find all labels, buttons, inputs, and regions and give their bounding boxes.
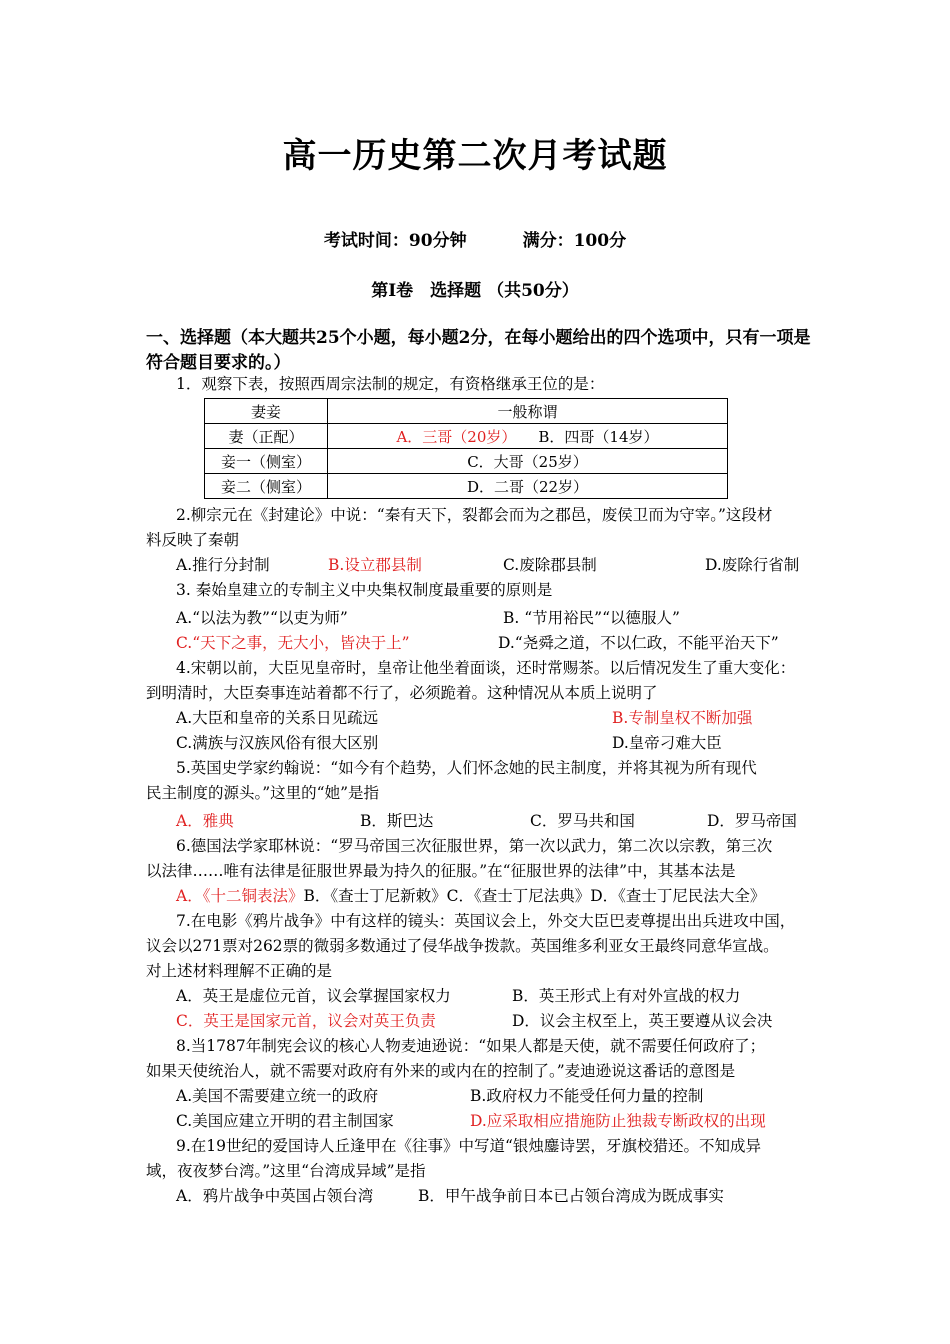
q4-option-c: C.满族与汉族风俗有很大区别 — [176, 734, 379, 752]
option-b: B．四哥（14岁） — [538, 427, 659, 446]
q5-stem-cont: 民主制度的源头。”这里的“她”是指 — [146, 784, 380, 802]
q7-option-c: C．英王是国家元首，议会对英王负责 — [176, 1012, 436, 1030]
table-cell: 妾二（侧室） — [205, 474, 328, 499]
q8-option-c: C.美国应建立开明的君主制国家 — [176, 1112, 394, 1130]
q2-option-b: B.设立郡县制 — [328, 556, 422, 574]
q6-option-bcd: B．《查士丁尼新敕》C．《查士丁尼法典》D．《查士丁尼民法大全》 — [303, 887, 766, 905]
q8-option-b: B.政府权力不能受任何力量的控制 — [470, 1087, 704, 1105]
q5-stem: 5.英国史学家约翰说：“如今有个趋势，人们怀念她的民主制度，并将其视为所有现代 — [176, 759, 757, 777]
q6-stem: 6.德国法学家耶林说：“罗马帝国三次征服世界，第一次以武力，第二次以宗教，第三次 — [176, 837, 773, 855]
q4-option-d: D.皇帝刁难大臣 — [612, 734, 722, 752]
instructions: 一、选择题（本大题共25个小题，每小题2分，在每小题给出的四个选项中，只有一项是符合题目要求的。） — [146, 328, 811, 373]
q2-option-c: C.废除郡县制 — [503, 556, 597, 574]
option-c: C．大哥（25岁） — [328, 449, 728, 474]
option-d: D．二哥（22岁） — [328, 474, 728, 499]
q2-option-a: A.推行分封制 — [176, 556, 270, 574]
q7-stem-cont: 议会以271票对262票的微弱多数通过了侵华战争拨款。英国维多利亚女王最终同意华宣战。 — [146, 937, 779, 955]
q7-option-d: D．议会主权至上，英王要遵从议会决 — [512, 1012, 773, 1030]
q5-option-b: B．斯巴达 — [360, 812, 434, 830]
q8-stem-cont: 如果天使统治人，就不需要对政府有外来的或内在的控制了。”麦迪逊说这番话的意图是 — [146, 1062, 736, 1080]
table-row — [205, 474, 728, 499]
q2-option-d: D.废除行省制 — [705, 556, 800, 574]
q9-stem: 9.在19世纪的爱国诗人丘逢甲在《往事》中写道“银烛鏖诗罢，牙旗校猎还。不知成异 — [176, 1137, 761, 1155]
table-row — [205, 399, 728, 424]
q1-table — [204, 398, 728, 499]
q8-option-a: A.美国不需要建立统一的政府 — [176, 1087, 379, 1105]
q5-option-d: D．罗马帝国 — [707, 812, 797, 830]
table-header-cell: 妻妾 — [205, 399, 328, 424]
q3-option-a: A.“以法为教”“以吏为师” — [176, 609, 348, 627]
q7-stem-cont2: 对上述材料理解不正确的是 — [146, 962, 333, 980]
q6-options — [176, 884, 765, 908]
q6-option-a: A．《十二铜表法》 — [176, 887, 304, 905]
q7-option-a: A．英王是虚位元首，议会掌握国家权力 — [176, 987, 451, 1005]
q1-stem: 1．观察下表，按照西周宗法制的规定，有资格继承王位的是： — [176, 375, 605, 393]
q4-option-b: B.专制皇权不断加强 — [612, 709, 753, 727]
q2-stem-cont: 料反映了秦朝 — [146, 531, 240, 549]
q4-stem-cont: 到明清时，大臣奏事连站着都不行了，必须跪着。这种情况从本质上说明了 — [146, 684, 658, 702]
q9-stem-cont: 域，夜夜梦台湾。”这里“台湾成异域”是指 — [146, 1162, 426, 1180]
q3-option-d: D.“尧舜之道，不以仁政，不能平治天下” — [498, 634, 779, 652]
q2-stem: 2.柳宗元在《封建论》中说：“秦有天下，裂都会而为之郡邑，废侯卫而为守宰。”这段材 — [176, 506, 773, 524]
q3-stem: 3. 秦始皇建立的专制主义中央集权制度最重要的原则是 — [176, 581, 553, 599]
table-cell: 妾一（侧室） — [205, 449, 328, 474]
table-cell: 妻（正配） — [205, 424, 328, 449]
q8-option-d: D.应采取相应措施防止独裁专断政权的出现 — [470, 1112, 766, 1130]
q9-option-a: A．鸦片战争中英国占领台湾 — [176, 1187, 374, 1205]
q6-stem-cont: 以法律……唯有法律是征服世界最为持久的征服。”在“征服世界的法律”中，其基本法是 — [146, 862, 736, 880]
table-cell — [328, 424, 728, 449]
table-header-cell: 一般称谓 — [328, 399, 728, 424]
exam-time: 考试时间：90分钟 — [323, 231, 467, 251]
table-row — [205, 424, 728, 449]
q4-option-a: A.大臣和皇帝的关系日见疏远 — [176, 709, 379, 727]
q3-option-c: C.“天下之事，无大小，皆决于上” — [176, 634, 410, 652]
table-row — [205, 449, 728, 474]
q4-stem: 4.宋朝以前，大臣见皇帝时，皇帝让他坐着面谈，还时常赐茶。以后情况发生了重大变化： — [176, 659, 796, 677]
q9-option-b: B．甲午战争前日本已占领台湾成为既成事实 — [418, 1187, 724, 1205]
q7-option-b: B．英王形式上有对外宣战的权力 — [512, 987, 741, 1005]
option-a: A．三哥（20岁） — [396, 427, 517, 446]
page-title: 高一历史第二次月考试题 — [282, 136, 668, 176]
exam-score: 满分：100分 — [522, 231, 627, 251]
exam-info — [0, 226, 950, 251]
q8-stem: 8.当1787年制宪会议的核心人物麦迪逊说：“如果人都是天使，就不需要任何政府了； — [176, 1037, 766, 1055]
q7-stem: 7.在电影《鸦片战争》中有这样的镜头：英国议会上，外交大臣巴麦尊提出出兵进攻中国， — [176, 912, 796, 930]
q3-option-b: B. “节用裕民”“以德服人” — [503, 609, 680, 627]
section-title: 第Ⅰ卷 选择题 （共50分） — [371, 281, 579, 301]
q5-option-c: C．罗马共和国 — [530, 812, 635, 830]
q5-option-a: A．雅典 — [176, 812, 234, 830]
